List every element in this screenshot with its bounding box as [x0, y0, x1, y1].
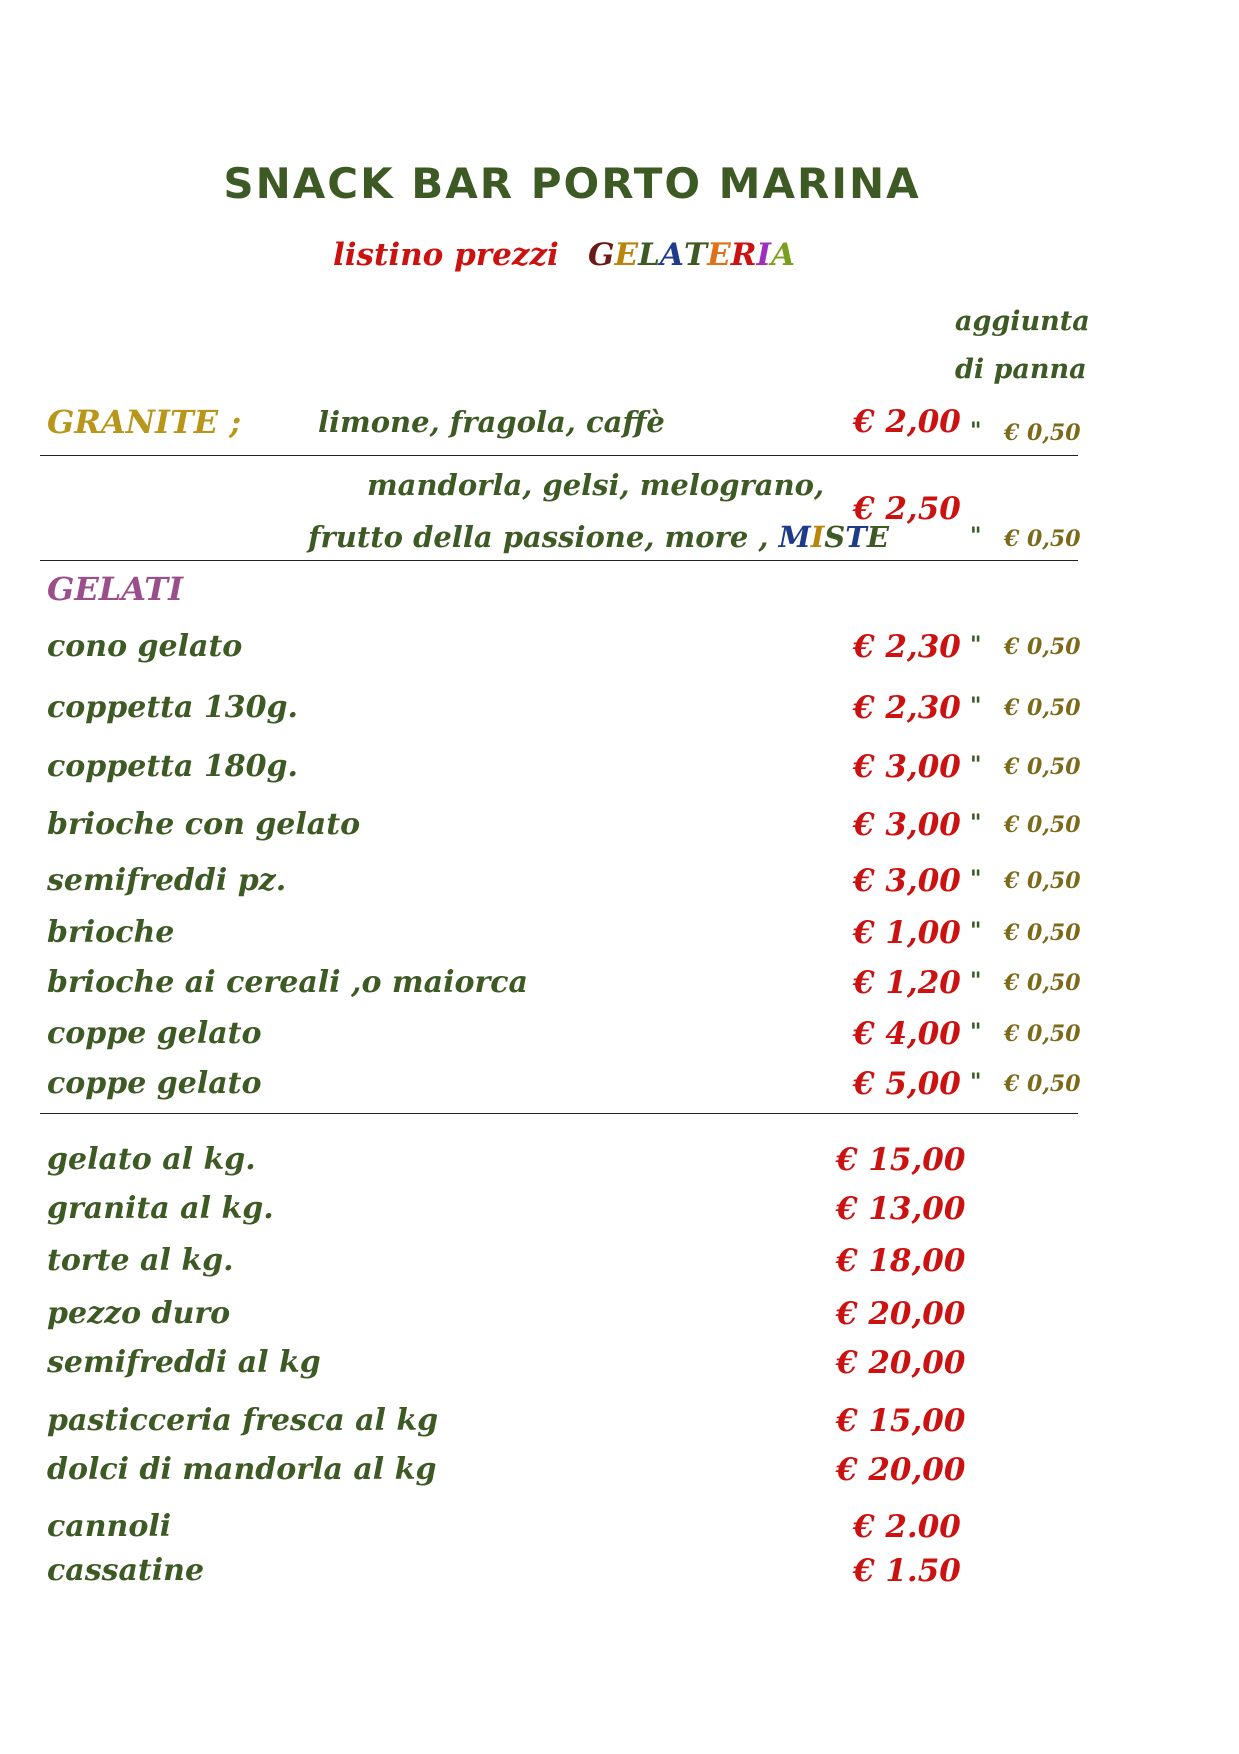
granite-price-2: € 2,50 — [853, 491, 961, 527]
letter: T — [683, 237, 708, 273]
gelato-item-price: € 2,30 — [853, 629, 961, 665]
gelato-item-name: cono gelato — [47, 629, 243, 664]
gelato-item-extra: € 0,50 — [1004, 868, 1081, 894]
gelato-item-price: € 3,00 — [853, 863, 961, 899]
gelato-item-ditto: " — [970, 693, 982, 719]
kg-item-name: dolci di mandorla al kg — [47, 1452, 437, 1487]
gelato-item-name: coppetta 180g. — [47, 749, 298, 784]
letter: I — [810, 520, 825, 554]
kg-item-name: pasticceria fresca al kg — [47, 1403, 439, 1438]
kg-item-price: € 20,00 — [836, 1345, 966, 1381]
gelato-item-ditto: " — [970, 918, 982, 944]
letter: R — [730, 237, 757, 273]
gelato-item-price: € 5,00 — [853, 1066, 961, 1102]
kg-item-name: torte al kg. — [47, 1243, 234, 1278]
gelato-item-name: semifreddi pz. — [47, 863, 287, 898]
column-header-line1: aggiunta — [955, 306, 1090, 337]
letter: L — [638, 237, 660, 273]
letter: E — [614, 237, 639, 273]
gelato-item-name: coppetta 130g. — [47, 690, 298, 725]
kg-item-price: € 20,00 — [836, 1452, 966, 1488]
kg-item-name: cannoli — [47, 1509, 172, 1544]
gelato-item-ditto: " — [970, 968, 982, 994]
kg-item-name: cassatine — [47, 1553, 205, 1588]
granite-flavours-2b: frutto della passione, more , MISTE — [308, 520, 889, 554]
kg-item-name: pezzo duro — [47, 1296, 231, 1331]
gelato-item-price: € 3,00 — [853, 807, 961, 843]
gelato-item-extra: € 0,50 — [1004, 970, 1081, 996]
column-header-line2: di panna — [955, 354, 1087, 385]
kg-item-price: € 18,00 — [836, 1243, 966, 1279]
subtitle: listino prezzi — [333, 237, 559, 273]
gelato-item-ditto: " — [970, 1069, 982, 1095]
letter: A — [659, 237, 684, 273]
page-title: SNACK BAR PORTO MARINA — [223, 159, 921, 208]
gelato-item-extra: € 0,50 — [1004, 920, 1081, 946]
granite-extra-1: € 0,50 — [1004, 420, 1081, 446]
kg-item-name: gelato al kg. — [47, 1142, 256, 1177]
kg-item-name: semifreddi al kg — [47, 1345, 321, 1380]
divider — [40, 1113, 1078, 1114]
gelato-item-price: € 4,00 — [853, 1016, 961, 1052]
kg-item-price: € 2.00 — [853, 1509, 961, 1545]
gelato-item-extra: € 0,50 — [1004, 1021, 1081, 1047]
kg-item-price: € 20,00 — [836, 1296, 966, 1332]
gelato-item-ditto: " — [970, 1019, 982, 1045]
kg-item-price: € 1.50 — [853, 1553, 961, 1589]
granite-extra-2: € 0,50 — [1004, 526, 1081, 552]
letter: I — [756, 237, 771, 273]
gelato-item-price: € 3,00 — [853, 749, 961, 785]
kg-item-price: € 15,00 — [836, 1142, 966, 1178]
letter: M — [778, 520, 811, 554]
gelato-item-price: € 1,00 — [853, 915, 961, 951]
gelati-label: GELATI — [47, 570, 184, 608]
divider — [40, 455, 1078, 456]
granite-price-1: € 2,00 — [853, 404, 961, 440]
gelato-item-price: € 1,20 — [853, 965, 961, 1001]
granite-label: GRANITE ; — [47, 403, 242, 441]
gelato-item-name: brioche — [47, 915, 175, 950]
gelato-item-ditto: " — [970, 810, 982, 836]
letter: G — [588, 237, 615, 273]
gelato-item-ditto: " — [970, 752, 982, 778]
kg-item-price: € 13,00 — [836, 1191, 966, 1227]
gelato-item-ditto: " — [970, 632, 982, 658]
granite-ditto-1: " — [970, 418, 982, 444]
letter: T — [845, 520, 867, 554]
granite-flavours-2a: mandorla, gelsi, melograno, — [367, 468, 825, 502]
gelato-item-price: € 2,30 — [853, 690, 961, 726]
granite-flavours-1: limone, fragola, caffè — [318, 405, 665, 439]
gelato-item-extra: € 0,50 — [1004, 754, 1081, 780]
divider — [40, 560, 1078, 561]
kg-item-name: granita al kg. — [47, 1191, 274, 1226]
gelato-item-ditto: " — [970, 866, 982, 892]
gelato-item-name: brioche con gelato — [47, 807, 361, 842]
letter: E — [866, 520, 889, 554]
letter: S — [824, 520, 846, 554]
gelato-item-extra: € 0,50 — [1004, 634, 1081, 660]
letter: E — [707, 237, 731, 273]
gelato-item-name: brioche ai cereali ,o maiorca — [47, 965, 528, 1000]
gelato-item-name: coppe gelato — [47, 1066, 262, 1101]
kg-item-price: € 15,00 — [836, 1403, 966, 1439]
letter: A — [770, 237, 796, 273]
granite-ditto-2: " — [970, 523, 982, 549]
section-title-gelateria — [588, 237, 796, 273]
gelato-item-extra: € 0,50 — [1004, 695, 1081, 721]
gelato-item-extra: € 0,50 — [1004, 1071, 1081, 1097]
gelato-item-extra: € 0,50 — [1004, 812, 1081, 838]
gelato-item-name: coppe gelato — [47, 1016, 262, 1051]
